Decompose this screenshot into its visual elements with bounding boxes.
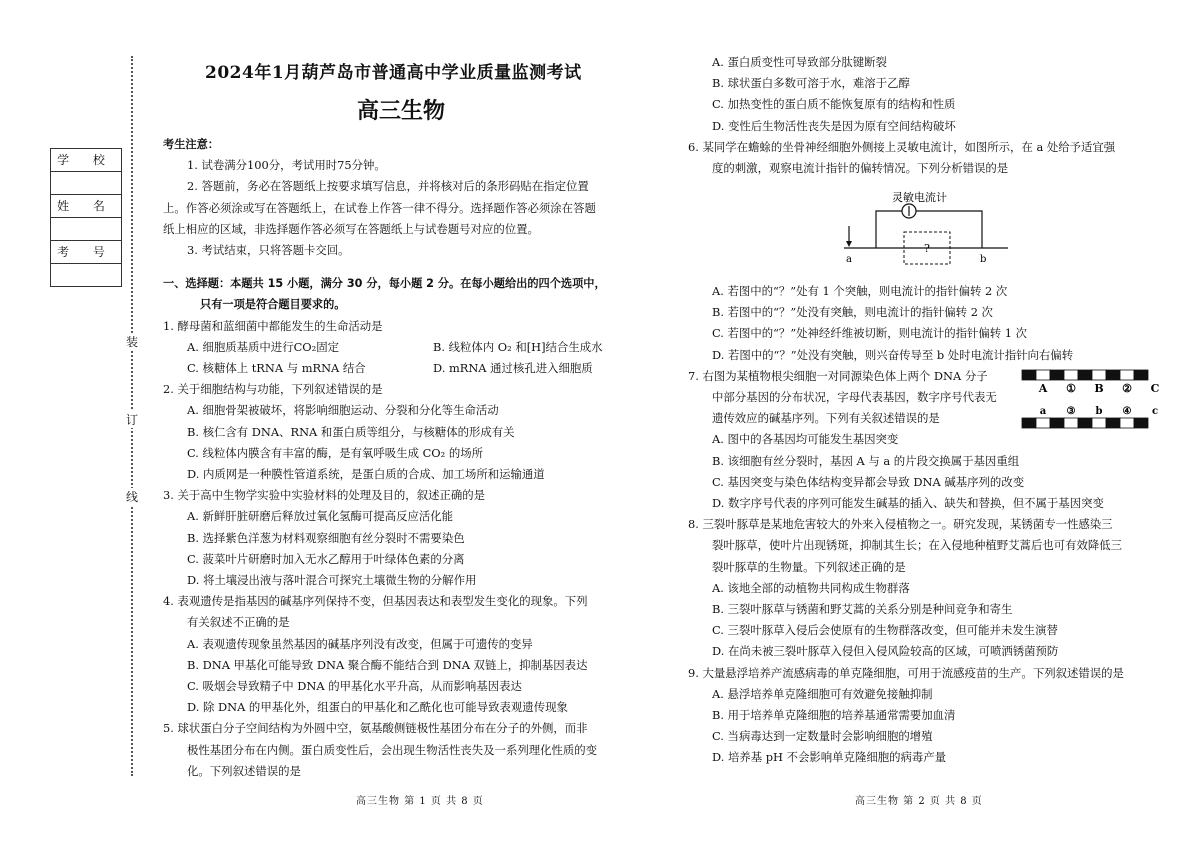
chromosome-segment <box>1064 418 1078 428</box>
option: C. 加热变性的蛋白质不能恢复原有的结构和性质 <box>712 97 956 112</box>
question-stem: 1. 酵母菌和蓝细菌中都能发生的生命活动是 <box>163 318 383 333</box>
name-field[interactable] <box>51 218 121 241</box>
gene-label: b <box>1095 406 1103 417</box>
option: D. 培养基 pH 不会影响单克隆细胞的病毒产量 <box>712 750 947 765</box>
chromosome-segment <box>1022 370 1036 380</box>
question-stem: 8. 三裂叶豚草是某地危害较大的外来入侵植物之一。研究发现，某锈菌专一性感染三 <box>688 517 1113 532</box>
unknown-mark: ? <box>924 242 930 255</box>
option: D. 将土壤浸出液与落叶混合可探究土壤微生物的分解作用 <box>187 573 477 588</box>
school-label: 学 校 <box>51 149 121 172</box>
option: C. 当病毒达到一定数量时会影响细胞的增殖 <box>712 729 933 744</box>
chromosome-segment <box>1120 418 1134 428</box>
option: A. 新鲜肝脏研磨后释放过氧化氢酶可提高反应活化能 <box>187 509 454 524</box>
option: C. 线粒体内膜含有丰富的酶，是有氧呼吸生成 CO₂ 的场所 <box>187 445 484 460</box>
question-stem: 裂叶豚草的生物量。下列叙述正确的是 <box>712 559 906 574</box>
section-heading: 一、选择题：本题共 15 小题，满分 30 分，每小题 2 分。在每小题给出的四个选项中， <box>163 277 606 291</box>
name-label: 姓 名 <box>51 195 121 218</box>
option: C. 吸烟会导致精子中 DNA 的甲基化水平升高，从而影响基因表达 <box>187 679 522 694</box>
question-stem: 5. 球状蛋白分子空间结构为外圆中空，氨基酸侧链极性基团分布在分子的外侧，而非 <box>163 721 588 736</box>
gene-label: a <box>1039 406 1047 417</box>
option: D. 若图中的“？”处没有突触，则兴奋传导至 b 处时电流计指针向右偏转 <box>712 347 1074 362</box>
chromosome-segment <box>1036 418 1050 428</box>
option: A. 图中的各基因均可能发生基因突变 <box>712 432 899 447</box>
exam-number-label: 考 号 <box>51 241 121 264</box>
chromosome-segment <box>1078 370 1092 380</box>
chromosome-segment <box>1078 418 1092 428</box>
option: B. 若图中的“？”处没有突触，则电流计的指针偏转 2 次 <box>712 305 993 320</box>
notice-item: 3. 考试结束，只将答题卡交回。 <box>187 243 350 258</box>
chromosome-bottom <box>1022 406 1158 428</box>
notice-item: 上。作答必须涂或写在答题纸上，在试卷上作答一律不得分。选择题作答必须涂在答题 <box>163 200 596 215</box>
option: A. 悬浮培养单克隆细胞可有效避免接触抑制 <box>712 686 933 701</box>
option: A. 细胞骨架被破坏，将影响细胞运动、分裂和分化等生命活动 <box>187 403 499 418</box>
notice-heading: 考生注意： <box>163 138 219 151</box>
option: D. 除 DNA 的甲基化外，组蛋白的甲基化和乙酰化也可能导致表观遗传现象 <box>187 700 568 715</box>
option: B. 该细胞有丝分裂时，基因 A 与 a 的片段交换属于基因重组 <box>712 453 1020 468</box>
question-stem: 9. 大量悬浮培养产流感病毒的单克隆细胞，可用于流感疫苗的生产。下列叙述错误的是 <box>688 665 1124 680</box>
page-footer-right: 高三生物 第 2 页 共 8 页 <box>855 796 983 807</box>
question-stem: 裂叶豚草，使叶片出现锈斑，抑制其生长；在入侵地种植野艾蒿后也可有效降低三 <box>712 538 1123 553</box>
right-column-lower <box>688 281 1158 769</box>
point-b-label: b <box>980 254 987 265</box>
notice-item: 纸上相应的区域，非选择题作答必须写在答题纸上与试卷题号对应的位置。 <box>163 221 539 236</box>
point-a-label: a <box>846 254 852 265</box>
option: C. 核糖体上 tRNA 与 mRNA 结合 <box>187 361 366 376</box>
option: D. 变性后生物活性丧失是因为原有空间结构破坏 <box>712 118 956 133</box>
exam-subtitle: 高三生物 <box>357 99 446 124</box>
section-heading: 只有一项是符合题目要求的。 <box>200 298 346 312</box>
question-stem: 度的刺激，观察电流计指针的偏转情况。下列分析错误的是 <box>712 161 1009 176</box>
question-stem: 化。下列叙述错误的是 <box>187 763 301 778</box>
option: B. 三裂叶豚草与锈菌和野艾蒿的关系分别是种间竞争和寄生 <box>712 602 1013 617</box>
question-stem: 中部分基因的分布状况，字母代表基因，数字序号代表无 <box>712 390 997 405</box>
chromosome-segment <box>1134 370 1148 380</box>
option: B. 用于培养单克隆细胞的培养基通常需要加血清 <box>712 708 956 723</box>
gene-label: A <box>1038 382 1048 395</box>
option: A. 蛋白质变性可导致部分肽键断裂 <box>712 55 887 69</box>
option: D. 在尚未被三裂叶豚草入侵但入侵风险较高的区域，可喷洒锈菌预防 <box>712 644 1059 659</box>
exam-number-field[interactable] <box>51 264 121 286</box>
question-stem: 有关叙述不正确的是 <box>187 615 290 630</box>
question-stem: 3. 关于高中生物学实验中实验材料的处理及目的，叙述正确的是 <box>163 488 486 503</box>
option: B. 选择紫色洋葱为材料观察细胞有丝分裂时不需要染色 <box>187 530 465 545</box>
option: C. 菠菜叶片研磨时加入无水乙醇用于叶绿体色素的分离 <box>187 551 465 566</box>
left-column <box>163 134 633 782</box>
page-footer-left: 高三生物 第 1 页 共 8 页 <box>356 796 484 807</box>
notice-item: 2. 答题前，务必在答题纸上按要求填写信息，并将核对后的条形码贴在指定位置 <box>187 179 589 194</box>
chromosome-segment <box>1064 370 1078 380</box>
option: C. 三裂叶豚草入侵后会使原有的生物群落改变，但可能并未发生演替 <box>712 623 1058 638</box>
chromosome-segment <box>1050 370 1064 380</box>
option: B. 核仁含有 DNA、RNA 和蛋白质等组分，与核糖体的形成有关 <box>187 424 515 439</box>
gene-label: ③ <box>1066 406 1076 417</box>
chromosome-segment <box>1106 418 1120 428</box>
option: C. 基因突变与染色体结构变异都会导致 DNA 碱基序列的改变 <box>712 474 1025 489</box>
chromosome-figure <box>1020 366 1160 438</box>
exam-title: 2024年1月葫芦岛市普通高中学业质量监测考试 <box>205 63 582 83</box>
option: B. 球状蛋白多数可溶于水，难溶于乙醇 <box>712 76 910 91</box>
chromosome-segment <box>1120 370 1134 380</box>
option: A. 该地全部的动植物共同构成生物群落 <box>712 580 910 595</box>
option: B. 线粒体内 O₂ 和[H]结合生成水 <box>433 339 603 354</box>
chromosome-segment <box>1134 418 1148 428</box>
gene-label: ② <box>1122 382 1132 395</box>
question-stem: 极性基团分布在内侧。蛋白质变性后，会出现生物活性丧失及一系列理化性质的变 <box>187 742 598 757</box>
option: B. DNA 甲基化可能导致 DNA 聚合酶不能结合到 DNA 双链上，抑制基因表达 <box>187 657 588 672</box>
chromosome-segment <box>1050 418 1064 428</box>
option: D. mRNA 通过核孔进入细胞质 <box>433 361 593 376</box>
gene-label: c <box>1151 406 1159 417</box>
option: A. 若图中的“？”处有 1 个突触，则电流计的指针偏转 2 次 <box>712 284 1008 298</box>
chromosome-segment <box>1106 370 1120 380</box>
question-stem: 6. 某同学在蟾蜍的坐骨神经细胞外侧接上灵敏电流计，如图所示，在 a 处给予适宜强 <box>688 139 1116 154</box>
school-field[interactable] <box>51 172 121 195</box>
question-stem: 4. 表观遗传是指基因的碱基序列保持不变，但基因表达和表型发生变化的现象。下列 <box>163 594 588 609</box>
option: D. 数字序号代表的序列可能发生碱基的插入、缺失和替换，但不属于基因突变 <box>712 496 1104 511</box>
option: D. 内质网是一种膜性管道系统，是蛋白质的合成、加工场所和运输通道 <box>187 467 545 482</box>
chromosome-segment <box>1092 418 1106 428</box>
option: A. 细胞质基质中进行CO₂固定 <box>187 339 339 354</box>
notice-item: 1. 试卷满分100分，考试用时75分钟。 <box>187 158 386 173</box>
gene-label: ① <box>1066 382 1076 395</box>
question-stem: 遗传效应的碱基序列。下列有关叙述错误的是 <box>712 411 940 426</box>
chromosome-segment <box>1092 370 1106 380</box>
gene-label: B <box>1094 382 1104 395</box>
chromosome-top <box>1022 370 1160 395</box>
binding-mark-ding: 订 <box>125 413 138 427</box>
binding-mark-zhuang: 装 <box>125 335 138 349</box>
question-stem: 2. 关于细胞结构与功能，下列叙述错误的是 <box>163 382 383 397</box>
gene-label: ④ <box>1122 406 1132 417</box>
binding-mark-xian: 线 <box>125 490 138 504</box>
student-info-box <box>50 148 122 287</box>
chromosome-segment <box>1022 418 1036 428</box>
option: C. 若图中的“？”处神经纤维被切断，则电流计的指针偏转 1 次 <box>712 326 1028 341</box>
gene-label: C <box>1150 382 1160 395</box>
right-column <box>688 52 1158 179</box>
galvanometer-figure <box>840 186 1010 276</box>
chromosome-segment <box>1036 370 1050 380</box>
question-stem: 7. 右图为某植物根尖细胞一对同源染色体上两个 DNA 分子 <box>688 368 988 383</box>
galvanometer-label: 灵敏电流计 <box>892 191 947 204</box>
option: A. 表观遗传现象虽然基因的碱基序列没有改变，但属于可遗传的变异 <box>187 636 533 651</box>
